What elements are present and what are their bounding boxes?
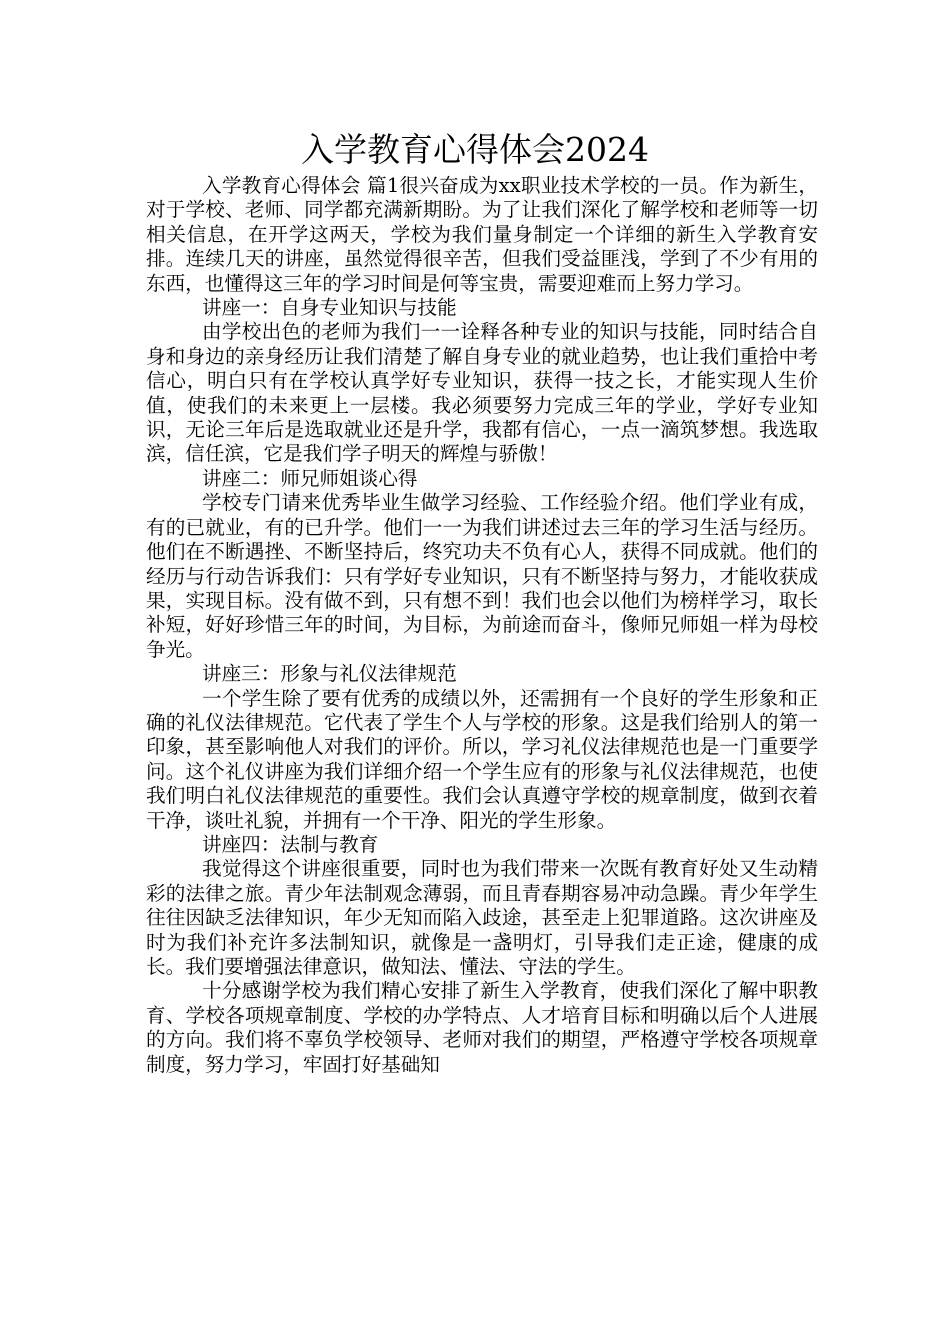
paragraph-intro: 入学教育心得体会 篇1很兴奋成为xx职业技术学校的一员。作为新生，对于学校、老师、同学都充满新期盼。为了让我们深化了解学校和老师等一切相关信息，在开学这两天，学校为我们量身制定一个详细的新生入学教育安排。连续几天的讲座，虽然觉得很辛苦，但我们受益匪浅，学到了不少有用的东西，也懂得这三年的学习时间是何等宝贵，需要迎难而上努力学习。 xyxy=(146,174,818,295)
paragraph-lecture-two: 学校专门请来优秀毕业生做学习经验、工作经验介绍。他们学业有成，有的已就业，有的已升学。他们一一为我们讲述过去三年的学习生活与经历。他们在不断遇挫、不断坚持后，终究功夫不负有心人，获得不同成就。他们的经历与行动告诉我们：只有学好专业知识，只有不断坚持与努力，才能收获成果，实现目标。没有做不到，只有想不到！我们也会以他们为榜样学习，取长补短，好好珍惜三年的时间，为目标，为前途而奋斗，像师兄师姐一样为母校争光。 xyxy=(146,491,818,661)
document-title: 入学教育心得体会2024 xyxy=(301,130,649,169)
paragraph-lecture-one: 由学校出色的老师为我们一一诠释各种专业的知识与技能，同时结合自身和身边的亲身经历让我们清楚了解自身专业的就业趋势，也让我们重拾中考信心，明白只有在学校认真学好专业知识，获得一技之长，才能实现人生价值，使我们的未来更上一层楼。我必须要努力完成三年的学业，学好专业知识，无论三年后是选取就业还是升学，我都有信心，一点一滴筑梦想。我选取滨，信任滨，它是我们学子明天的辉煌与骄傲！ xyxy=(146,320,818,466)
document-body xyxy=(146,174,818,1077)
lecture-two-heading: 讲座二：师兄师姐谈心得 xyxy=(202,466,418,490)
lecture-four-heading: 讲座四：法制与教育 xyxy=(202,832,379,856)
paragraph-lecture-four: 我觉得这个讲座很重要，同时也为我们带来一次既有教育好处又生动精彩的法律之旅。青少年法制观念薄弱，而且青春期容易冲动急躁。青少年学生往往因缺乏法律知识，年少无知而陷入歧途，甚至走上犯罪道路。这次讲座及时为我们补充许多法制知识，就像是一盏明灯，引导我们走正途，健康的成长。我们要增强法律意识，做知法、懂法、守法的学生。 xyxy=(146,857,818,978)
paragraph-conclusion: 十分感谢学校为我们精心安排了新生入学教育，使我们深化了解中职教育、学校各项规章制度、学校的办学特点、人才培育目标和明确以后个人进展的方向。我们将不辜负学校领导、老师对我们的期望，严格遵守学校各项规章制度，努力学习，牢固打好基础知 xyxy=(146,979,818,1076)
paragraph-lecture-three: 一个学生除了要有优秀的成绩以外，还需拥有一个良好的学生形象和正确的礼仪法律规范。它代表了学生个人与学校的形象。这是我们给别人的第一印象，甚至影响他人对我们的评价。所以，学习礼仪法律规范也是一门重要学问。这个礼仪讲座为我们详细介绍一个学生应有的形象与礼仪法律规范，也使我们明白礼仪法律规范的重要性。我们会认真遵守学校的规章制度，做到衣着干净，谈吐礼貌，并拥有一个干净、阳光的学生形象。 xyxy=(146,686,818,832)
lecture-one-heading: 讲座一：自身专业知识与技能 xyxy=(202,296,457,320)
lecture-three-heading: 讲座三：形象与礼仪法律规范 xyxy=(202,662,457,686)
